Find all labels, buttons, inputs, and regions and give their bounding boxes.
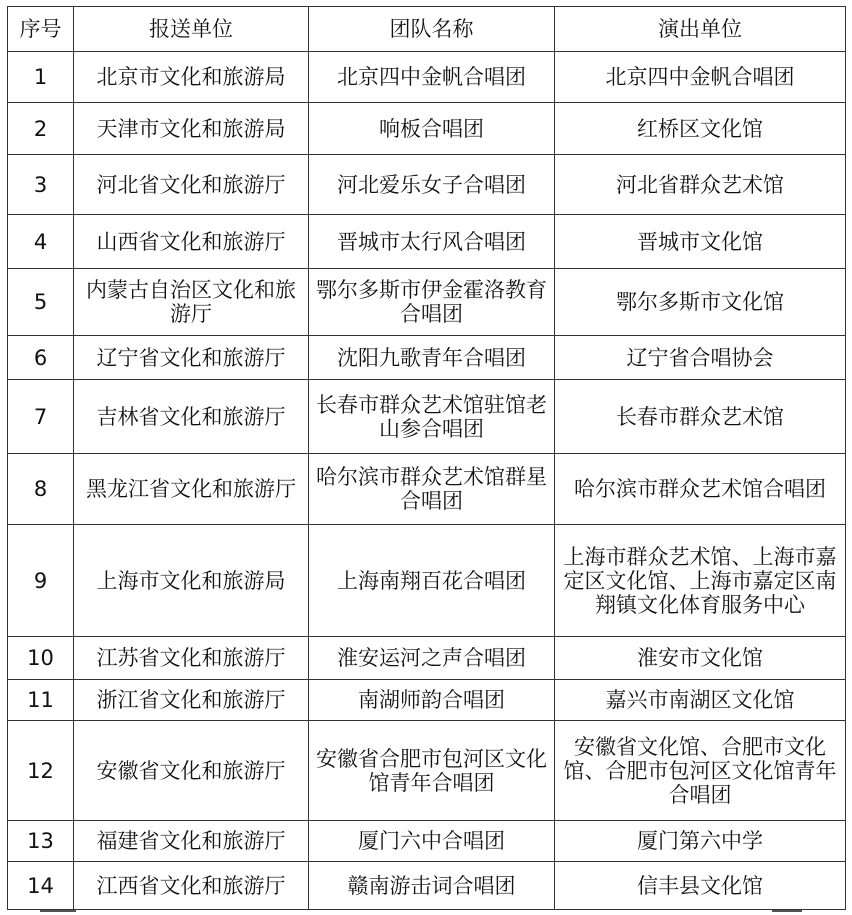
- cell-team: 淮安运河之声合唱团: [309, 637, 555, 680]
- cell-no: 6: [8, 336, 74, 380]
- table-row: [8, 525, 846, 637]
- cell-unit: 山西省文化和旅游厅: [74, 215, 309, 269]
- table-row: [8, 721, 846, 821]
- cell-no: 2: [8, 103, 74, 155]
- cell-venue: 晋城市文化馆: [555, 215, 846, 269]
- cell-venue: 厦门第六中学: [555, 821, 846, 862]
- cell-venue: 嘉兴市南湖区文化馆: [555, 680, 846, 721]
- cell-venue: 淮安市文化馆: [555, 637, 846, 680]
- cell-no: 7: [8, 380, 74, 454]
- cell-unit: 安徽省文化和旅游厅: [74, 721, 309, 821]
- table-row: [8, 454, 846, 525]
- table-row: [8, 821, 846, 862]
- cell-team: 哈尔滨市群众艺术馆群星合唱团: [309, 454, 555, 525]
- cell-unit: 福建省文化和旅游厅: [74, 821, 309, 862]
- cell-unit: 江苏省文化和旅游厅: [74, 637, 309, 680]
- header-unit: 报送单位: [74, 7, 309, 52]
- table-row: [8, 269, 846, 336]
- cell-venue: 长春市群众艺术馆: [555, 380, 846, 454]
- cell-venue: 哈尔滨市群众艺术馆合唱团: [555, 454, 846, 525]
- cell-team: 北京四中金帆合唱团: [309, 52, 555, 103]
- cell-no: 12: [8, 721, 74, 821]
- header-no: 序号: [8, 7, 74, 52]
- choir-table: [7, 6, 846, 910]
- header-team: 团队名称: [309, 7, 555, 52]
- cell-unit: 黑龙江省文化和旅游厅: [74, 454, 309, 525]
- cell-venue: 信丰县文化馆: [555, 862, 846, 910]
- cell-no: 5: [8, 269, 74, 336]
- table-header-row: [8, 7, 846, 52]
- table-row: [8, 637, 846, 680]
- cell-team: 沈阳九歌青年合唱团: [309, 336, 555, 380]
- cell-no: 13: [8, 821, 74, 862]
- header-venue: 演出单位: [555, 7, 846, 52]
- cell-venue: 北京四中金帆合唱团: [555, 52, 846, 103]
- cell-venue: 辽宁省合唱协会: [555, 336, 846, 380]
- table-row: [8, 155, 846, 215]
- table-row: [8, 680, 846, 721]
- cell-team: 响板合唱团: [309, 103, 555, 155]
- cell-unit: 内蒙古自治区文化和旅游厅: [74, 269, 309, 336]
- cell-venue: 鄂尔多斯市文化馆: [555, 269, 846, 336]
- cell-team: 厦门六中合唱团: [309, 821, 555, 862]
- cell-venue: 上海市群众艺术馆、上海市嘉定区文化馆、上海市嘉定区南翔镇文化体育服务中心: [555, 525, 846, 637]
- cell-no: 10: [8, 637, 74, 680]
- cell-no: 9: [8, 525, 74, 637]
- cell-unit: 浙江省文化和旅游厅: [74, 680, 309, 721]
- cell-unit: 江西省文化和旅游厅: [74, 862, 309, 910]
- cell-unit: 上海市文化和旅游局: [74, 525, 309, 637]
- cell-unit: 河北省文化和旅游厅: [74, 155, 309, 215]
- cell-unit: 天津市文化和旅游局: [74, 103, 309, 155]
- cell-team: 赣南游击词合唱团: [309, 862, 555, 910]
- cell-unit: 北京市文化和旅游局: [74, 52, 309, 103]
- page-edge-mark-left: [40, 910, 76, 912]
- cell-team: 长春市群众艺术馆驻馆老山参合唱团: [309, 380, 555, 454]
- cell-no: 1: [8, 52, 74, 103]
- table-row: [8, 336, 846, 380]
- table-row: [8, 103, 846, 155]
- cell-team: 南湖师韵合唱团: [309, 680, 555, 721]
- table-row: [8, 862, 846, 910]
- document-sheet: [7, 6, 846, 910]
- table-row: [8, 52, 846, 103]
- cell-team: 鄂尔多斯市伊金霍洛教育合唱团: [309, 269, 555, 336]
- cell-no: 14: [8, 862, 74, 910]
- cell-venue: 安徽省文化馆、合肥市文化馆、合肥市包河区文化馆青年合唱团: [555, 721, 846, 821]
- cell-team: 上海南翔百花合唱团: [309, 525, 555, 637]
- cell-no: 3: [8, 155, 74, 215]
- cell-venue: 红桥区文化馆: [555, 103, 846, 155]
- cell-unit: 辽宁省文化和旅游厅: [74, 336, 309, 380]
- cell-no: 11: [8, 680, 74, 721]
- page-edge-mark-right: [772, 910, 802, 912]
- cell-team: 安徽省合肥市包河区文化馆青年合唱团: [309, 721, 555, 821]
- cell-no: 8: [8, 454, 74, 525]
- table-row: [8, 215, 846, 269]
- cell-team: 晋城市太行风合唱团: [309, 215, 555, 269]
- table-row: [8, 380, 846, 454]
- cell-unit: 吉林省文化和旅游厅: [74, 380, 309, 454]
- cell-team: 河北爱乐女子合唱团: [309, 155, 555, 215]
- cell-venue: 河北省群众艺术馆: [555, 155, 846, 215]
- cell-no: 4: [8, 215, 74, 269]
